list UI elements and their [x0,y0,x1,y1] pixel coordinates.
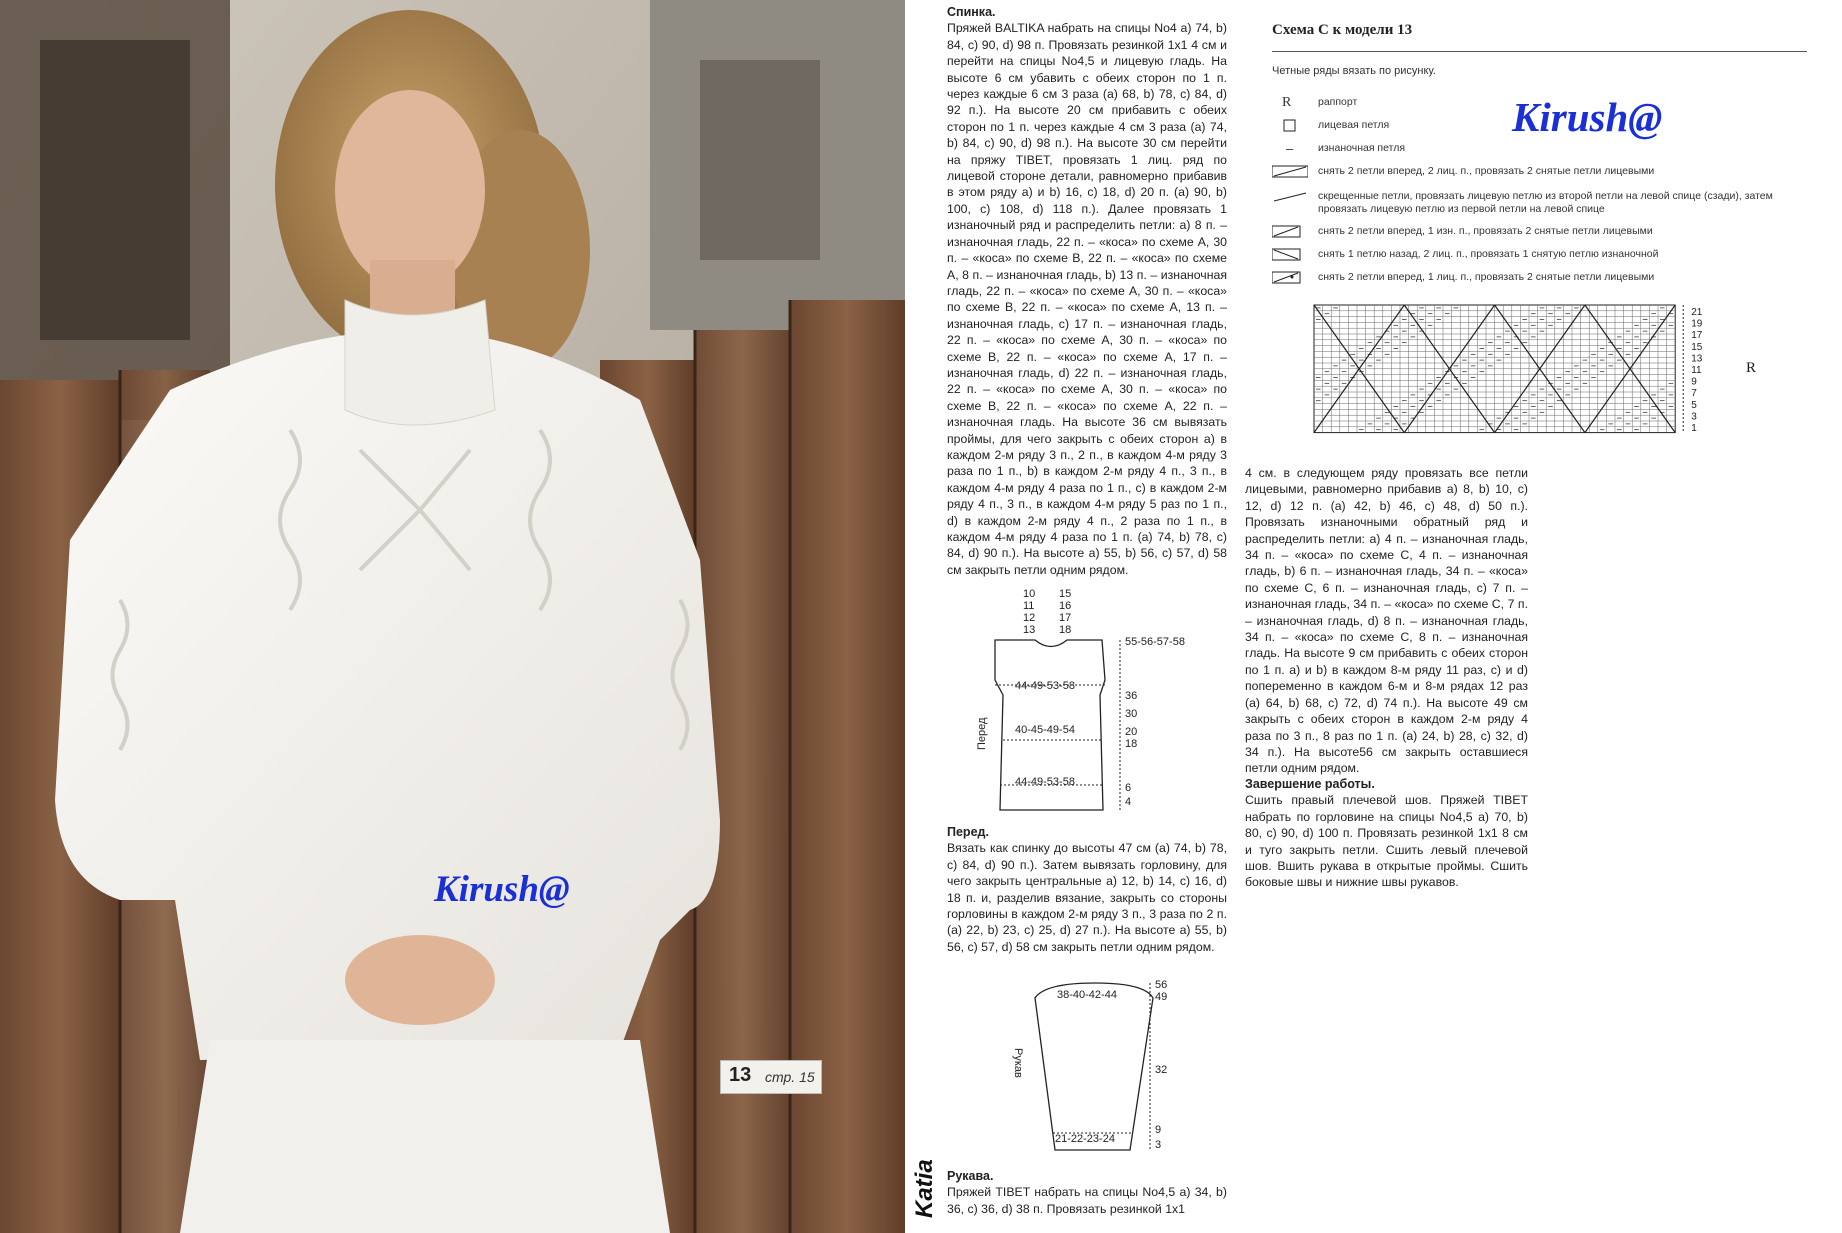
legend-text: лицевая петля [1318,119,1390,131]
sleeves-continued-text: 4 см. в следующем ряду провязать все петли лицевыми, равномерно прибавив a) 8, b) 10, c) 12, d) 12 п. (a) 42, b) 46, c) 48, d) 50 п.). Провязать изнаночными обратный ряд и распределить петли: a) 4 п. – изнаночная гладь, 34 п. – «коса» по схеме С, 4 п. – изнаночная гладь, b) 6 п. – изнаночная гладь, 34 п. – «коса» по схеме С, 6 п. – изнаночная гладь, c) 7 п. – изнаночная гладь, 34 п. – «коса» по схеме С, 7 п. – изнаночная гладь, d) 8 п. – изнаночная гладь, 34 п. – «коса» по схеме С, 8 п. – изнаночная гладь. На высоте 9 см прибавить с обеих сторон по 1 п. a) и b) в каждом 8-м ряду 11 раз, c) и d) попеременно в каждом 6-м и 8-м рядах 12 раз (a) 64, b) 68, c) 72, d) 74 п.). На высоте 49 см закрыть с обеих сторон в каждом 2-м ряду 4 раза по 3 п., 8 раз по 1 п. (a) 24, b) 28, c) 32, d) 34 п.). На высоте56 см закрыть оставшиеся петли одним рядом. [1245,466,1528,776]
neck-width-left-2: 11 [1023,600,1035,612]
legend-text: снять 2 петли вперед, 2 лиц. п., провязать 2 снятые петли лицевыми [1318,165,1655,177]
schema-note: Четные ряды вязать по рисунку. [1272,65,1436,77]
back-text: Пряжей BALTIKA набрать на спицы No4 a) 74, b) 84, c) 90, d) 98 п. Провязать резинкой 1x1 4 см и перейти на спицы No4,5 и лицевую гладь. На высоте 6 см убавить с обеих сторон по 1 п. через каждые 6 см 3 раза (a) 68, b) 78, c) 84, d) 92 п.). На высоте 20 см прибавить с обеих сторон по 1 п. через каждые 4 см 3 раза (a) 74, b) 84, c) 90, d) 98 п.). На высоте 30 см перейти на пряжу TIBET, провязать 1 лиц. ряд по лицевой стороне детали, равномерно прибавив в этом ряду a) и b) 16, c) 18, d) 20 п. (a) 90, b) 100, c) 108, d) 118 п.). Далее провязать 1 изнаночный ряд и распределить петли: a) 8 п. – изнаночная гладь, 22 п. – «коса» по схеме А, 30 п. – «коса» по схеме В, 22 п. – «коса» по схеме А, 8 п. – изнаночная гладь, b) 13 п. – изнаночная гладь, 22 п. – «коса» по схеме А, 30 п. – «коса» по схеме В, 22 п. – «коса» по схеме А, 13 п. – изнаночная гладь, c) 17 п. – изнаночная гладь, 22 п. – «коса» по схеме А, 30 п. – «коса» по схеме В, 22 п. – «коса» по схеме А, 17 п. – изнаночная гладь, d) 22 п. – изнаночная гладь, 22 п. – «коса» по схеме А, 30 п. – «коса» по схеме В, 22 п. – «коса» по схеме А, 22 п. – изнаночная гладь. На высоте 36 см вывязать проймы, для чего закрыть с обеих сторон a) в каждом 2-м ряду 3 п., 2 п., в каждом 4-м ряду 3 раза по 1 п., b) в каждом 2-м ряду 4 п., 3 п., в каждом 4-м ряду 4 раза по 1 п., c) в каждом 2-м ряду 4 п., 3 п., в каждом 4-м ряду 5 раз по 1 п., d) в каждом 2-м ряду 4 п., 2 раза по 1 п., в каждом 4-м ряду 4 раза по 1 п. (a) 74, b) 78, c) 84, d) 90 п.). На высоте a) 55, b) 56, c) 57, d) 58 см закрыть петли одним рядом. [947,21,1227,577]
dash-icon: – [1286,141,1294,156]
legend-item-cable-purl [1272,225,1792,248]
chart-row-number: 7 [1691,388,1697,400]
legend-text: изнаночная петля [1318,142,1406,154]
body-width-1: 44-49-53-58 [1015,680,1075,692]
body-width-2: 40-45-49-54 [1015,724,1075,736]
body-height-3: 20 [1125,726,1138,738]
model-photo [0,0,905,1233]
back-heading: Спинка. [947,5,996,19]
repeat-letter-icon: R [1282,95,1292,110]
legend-text: снять 2 петли вперед, 1 изн. п., провязать 2 снятые петли лицевыми [1318,225,1653,237]
cable-2x1-front-icon [1272,271,1308,285]
neck-width-left-1: 10 [1023,588,1036,600]
legend-item-cable-front-knit [1272,271,1792,294]
legend-text: снять 1 петлю назад, 2 лиц. п., провязать 1 снятую петлю изнаночной [1318,248,1659,260]
chart-grid [1314,305,1683,433]
sleeve-diagram [995,978,1185,1153]
body-width-3: 44-49-53-58 [1015,776,1075,788]
cable-2x1-purl-icon [1272,225,1308,239]
legend-text: снять 2 петли вперед, 1 лиц. п., провязать 2 снятые петли лицевыми [1318,271,1655,283]
body-side-label: Перед [976,717,988,750]
legend-item-cable-back [1272,248,1792,271]
back-section [947,4,1227,578]
chart-row-number: 19 [1691,318,1703,330]
legend-item-knit [1272,119,1792,142]
cable-2x2-front-icon [1272,165,1308,179]
sleeve-top-width: 38-40-42-44 [1057,989,1117,1001]
neck-width-right-2: 16 [1059,600,1072,612]
finishing-heading: Завершение работы. [1245,777,1375,791]
brand-name: Katia [911,1159,938,1218]
finishing-text: Сшить правый плечевой шов. Пряжей TIBET набрать по горловине на спицы No4,5 a) 70, b) 80, c) 90, d) 100 п. Провязать резинкой 1x1 8 см и туго закрыть петли. Сшить левый плечевой шов. Вшить рукава в открытые проймы. Сшить боковые швы и нижние швы рукавов. [1245,793,1528,890]
neck-width-right-3: 17 [1059,612,1072,624]
cable-1x2-back-icon [1272,248,1308,262]
front-heading: Перед. [947,825,989,839]
empty-square-icon [1272,119,1308,133]
legend-item-purl [1272,142,1792,165]
schema-legend [1272,96,1792,294]
front-text: Вязать как спинку до высоты 47 см (a) 74, b) 78, c) 84, d) 90 п.). Затем вывязать горловину, для чего закрыть центральные a) 12, b) 14, c) 16, d) 18 п. и, разделив вязание, закрыть со стороны горловины в каждом 2-м ряду 3 п., 3 раза по 2 п. (a) 22, b) 23, c) 25, d) 27 п.). На высоте a) 55, b) 56, c) 57, d) 58 см закрыть петли одним рядом. [947,841,1227,954]
crossed-stitch-icon [1272,190,1308,204]
body-height-6: 4 [1125,796,1132,808]
sleeve-height-1: 56 [1155,979,1168,991]
body-height-4: 18 [1125,738,1138,750]
chart-row-number: 11 [1691,365,1702,376]
neck-width-right-1: 15 [1059,588,1072,600]
chart-row-number: 13 [1691,353,1703,365]
page-badge [720,1060,822,1094]
body-height-1: 36 [1125,690,1138,702]
chart-row-number: 5 [1691,399,1697,411]
sleeves-heading: Рукава. [947,1169,994,1183]
repeat-label: R [1746,360,1757,376]
finishing-section [1245,776,1528,891]
sleeve-height-3: 32 [1155,1064,1168,1076]
body-height-5: 6 [1125,782,1132,794]
sleeves-continued-section [1245,465,1528,777]
chart-row-number: 3 [1691,411,1697,423]
photo-illustration [0,0,905,1233]
legend-text: скрещенные петли, провязать лицевую петлю из второй петли на левой спице (сзади), затем провязать лицевую петлю из первой петли на левой спице [1318,190,1773,215]
sleeve-height-4: 9 [1155,1124,1162,1136]
page-number: 13 [729,1064,752,1086]
legend-text: раппорт [1318,96,1358,108]
sleeve-height-2: 49 [1155,991,1168,1003]
chart-row-number: 21 [1691,307,1703,318]
sleeves-section [947,1168,1227,1217]
brand-logo [902,1140,942,1220]
sleeve-bottom-width: 21-22-23-24 [1055,1133,1115,1145]
legend-item-repeat [1272,96,1792,119]
schema-title: Схема С к модели 13 [1272,22,1413,38]
neck-width-right-4: 18 [1059,624,1072,636]
sleeve-side-label: Рукав [1012,1048,1024,1078]
chart-row-number: 9 [1691,376,1697,388]
legend-item-cable-front [1272,165,1792,190]
front-section [947,824,1227,955]
watermark-schema: Kirush@ [1512,94,1663,140]
page-reference: стр. 15 [765,1069,815,1085]
neck-width-left-3: 12 [1023,612,1036,624]
watermark-photo: Kirush@ [434,869,570,910]
schema-divider [1272,51,1807,52]
chart-row-number: 15 [1691,341,1703,353]
sleeves-text: Пряжей TIBET набрать на спицы No4,5 a) 34, b) 36, c) 36, d) 38 п. Провязать резинкой 1x1 [947,1185,1227,1216]
body-height-top: 55-56-57-58 [1125,636,1185,648]
chart-row-numbers [1691,307,1703,434]
body-height-2: 30 [1125,708,1138,720]
sleeve-height-5: 3 [1155,1139,1162,1151]
body-diagram [955,585,1210,815]
chart-row-number: 17 [1691,330,1703,342]
chart-row-number: 1 [1691,423,1697,434]
knitting-chart [1312,303,1752,435]
legend-item-crossed [1272,190,1792,225]
neck-width-left-4: 13 [1023,624,1036,636]
